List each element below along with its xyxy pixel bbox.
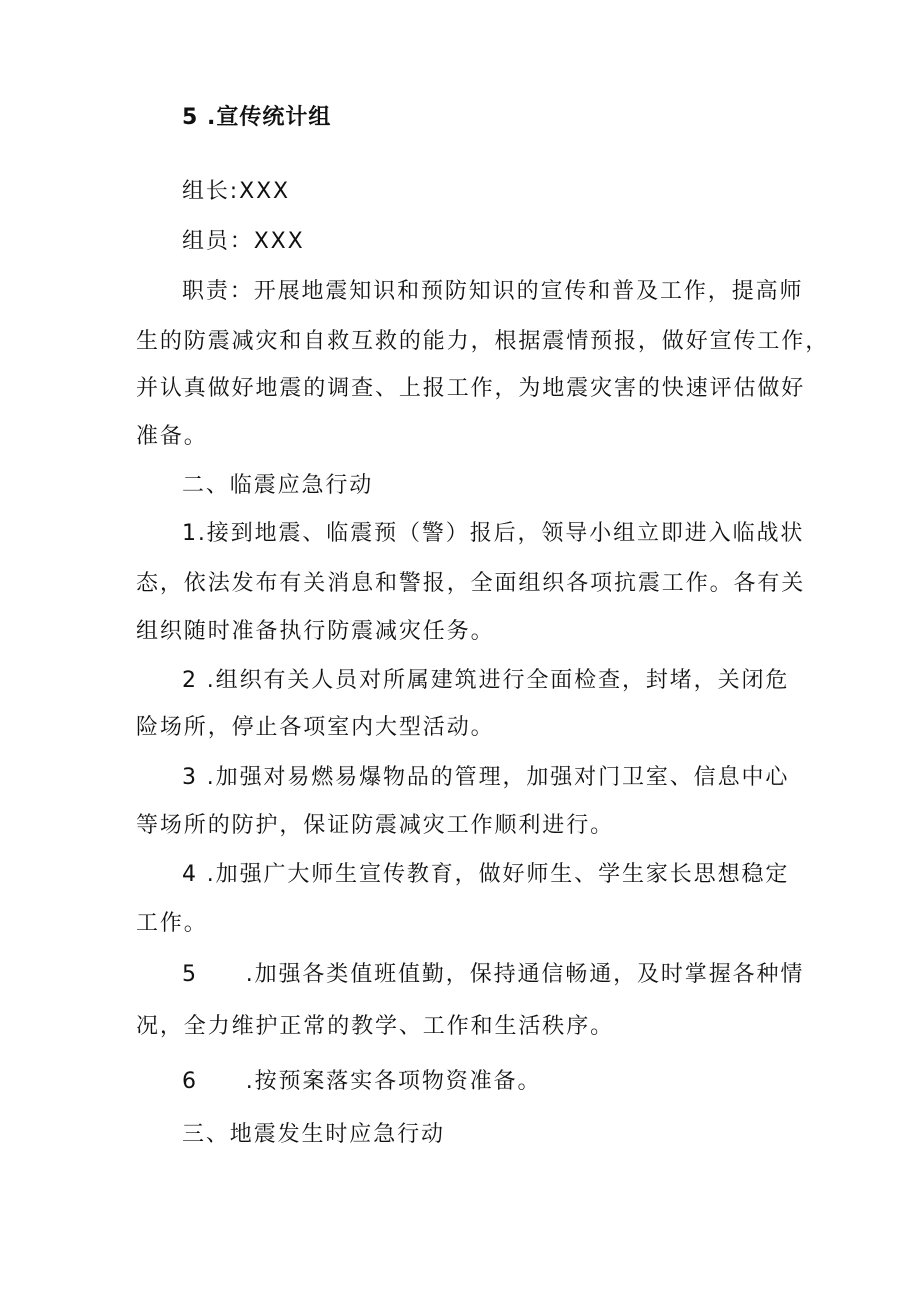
item-5-line: 5 .加强各类值班值勤，保持通信畅通，及时掌握各种情 bbox=[182, 962, 805, 987]
item-4-line: 工作。 bbox=[136, 911, 208, 936]
leader-line: 组长:XXX bbox=[182, 179, 291, 204]
members-line: 组员：XXX bbox=[182, 229, 305, 254]
duty-paragraph-line: 职责：开展地震知识和预防知识的宣传和普及工作，提高师 bbox=[182, 279, 804, 304]
item-6-line: 6 .按预案落实各项物资准备。 bbox=[182, 1069, 542, 1094]
duty-paragraph-line: 准备。 bbox=[136, 424, 208, 449]
duty-paragraph-line: 并认真做好地震的调查、上报工作，为地震灾害的快速评估做好 bbox=[136, 376, 806, 401]
item-1-line: 组织随时准备执行防震减灾任务。 bbox=[136, 619, 495, 644]
item-2-line: 险场所，停止各项室内大型活动。 bbox=[136, 715, 495, 740]
section-heading-2: 二、临震应急行动 bbox=[182, 473, 374, 498]
section-heading-3: 三、地震发生时应急行动 bbox=[182, 1122, 445, 1147]
item-5-line: 况，全力维护正常的教学、工作和生活秩序。 bbox=[136, 1014, 615, 1039]
item-2-line: 2 .组织有关人员对所属建筑进行全面检查，封堵，关闭危 bbox=[182, 668, 790, 693]
item-1-line: 态，依法发布有关消息和警报，全面组织各项抗震工作。各有关 bbox=[136, 571, 806, 596]
duty-paragraph-line: 生的防震减灾和自救互救的能力，根据震情预报，做好宣传工作， bbox=[136, 329, 830, 354]
item-3-line: 等场所的防护，保证防震减灾工作顺利进行。 bbox=[136, 813, 615, 838]
item-1-line: 1.接到地震、临震预（警）报后，领导小组立即进入临战状 bbox=[182, 521, 805, 546]
item-3-line: 3 .加强对易燃易爆物品的管理，加强对门卫室、信息中心 bbox=[182, 765, 790, 790]
item-4-line: 4 .加强广大师生宣传教育，做好师生、学生家长思想稳定 bbox=[182, 862, 790, 887]
section-title: 5 .宣传统计组 bbox=[182, 105, 332, 130]
